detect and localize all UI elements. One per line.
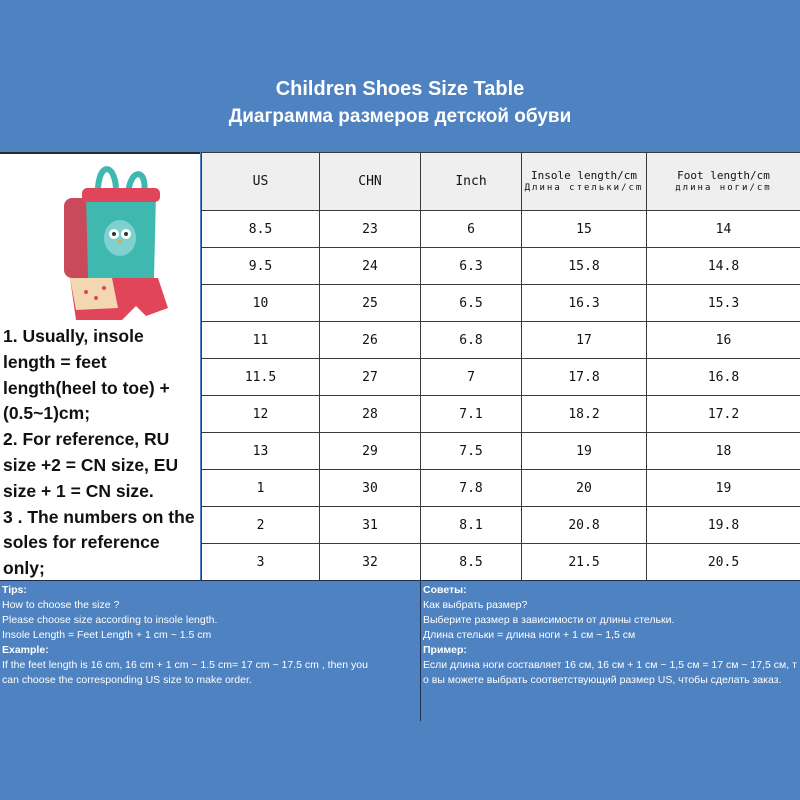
cell-inch: 7.8 (421, 470, 522, 507)
left-panel (0, 152, 200, 580)
example-heading: Пример: (423, 644, 467, 656)
cell-chn: 32 (320, 544, 421, 581)
cell-foot: 19 (647, 470, 800, 507)
cell-chn: 30 (320, 470, 421, 507)
cell-inch: 7.5 (421, 433, 522, 470)
cell-foot: 17.2 (647, 396, 800, 433)
tips-heading: Советы: (423, 584, 467, 596)
cell-inch: 7.1 (421, 396, 522, 433)
header-insole-en: Insole length/cm (531, 168, 637, 182)
title-english: Children Shoes Size Table (275, 78, 525, 100)
header-foot-en: Foot length/cm (677, 168, 770, 182)
example-heading: Example: (2, 644, 49, 656)
cell-insole: 19 (522, 433, 647, 470)
tips-line: How to choose the size ? (2, 599, 120, 611)
header-insole (522, 153, 647, 211)
cell-inch: 7 (421, 359, 522, 396)
header-foot-ru: длина ноги/cm (675, 182, 772, 193)
table-row (202, 248, 800, 285)
tips-english (2, 583, 418, 688)
cell-inch: 6.5 (421, 285, 522, 322)
cell-insole: 18.2 (522, 396, 647, 433)
cell-foot: 20.5 (647, 544, 800, 581)
tips-line: Выберите размер в зависимости от длины стельки. (423, 614, 675, 626)
table-row (202, 433, 800, 470)
tips-line: Как выбрать размер? (423, 599, 528, 611)
tips-line: Insole Length = Feet Length + 1 cm ~ 1.5 cm (2, 629, 212, 641)
table-row (202, 544, 800, 581)
tips-line: Длина стельки = длина ноги + 1 см ~ 1,5 см (423, 629, 636, 641)
cell-chn: 28 (320, 396, 421, 433)
tips-heading: Tips: (2, 584, 27, 596)
cell-us: 1 (202, 470, 320, 507)
cell-foot: 14.8 (647, 248, 800, 285)
header-us: US (202, 153, 320, 211)
cell-foot: 16 (647, 322, 800, 359)
header-insole-ru: Длина стельки/cm (524, 182, 644, 193)
header (0, 0, 800, 152)
cell-chn: 29 (320, 433, 421, 470)
cell-chn: 31 (320, 507, 421, 544)
table-row (202, 211, 800, 248)
tips-line: can choose the corresponding US size to make order. (2, 674, 252, 686)
tips-line: Если длина ноги составляет 16 см, 16 см + 1 см ~ 1,5 см = 17 см ~ 17,5 см, т (423, 659, 797, 671)
cell-insole: 20 (522, 470, 647, 507)
cell-us: 11 (202, 322, 320, 359)
rain-boot-image (36, 158, 176, 328)
cell-inch: 6.3 (421, 248, 522, 285)
cell-foot: 18 (647, 433, 800, 470)
cell-chn: 26 (320, 322, 421, 359)
cell-chn: 24 (320, 248, 421, 285)
divider-vertical (420, 581, 421, 721)
table-header-row (202, 153, 800, 211)
cell-us: 9.5 (202, 248, 320, 285)
tips-section (0, 581, 800, 721)
table-row (202, 396, 800, 433)
cell-us: 11.5 (202, 359, 320, 396)
header-chn: CHN (320, 153, 421, 211)
cell-chn: 27 (320, 359, 421, 396)
tips-russian (423, 583, 799, 688)
note-2: 2. For reference, RU size +2 = CN size, EU size + 1 = CN size. (3, 429, 179, 501)
header-foot (647, 153, 800, 211)
cell-insole: 17.8 (522, 359, 647, 396)
table-row (202, 322, 800, 359)
cell-inch: 6.8 (421, 322, 522, 359)
cell-foot: 14 (647, 211, 800, 248)
cell-inch: 8.1 (421, 507, 522, 544)
table-row (202, 507, 800, 544)
table-row (202, 359, 800, 396)
table-row (202, 470, 800, 507)
cell-insole: 21.5 (522, 544, 647, 581)
cell-chn: 25 (320, 285, 421, 322)
tips-line: Please choose size according to insole length. (2, 614, 218, 626)
note-1: 1. Usually, insole length = feet length(heel to toe) + (0.5~1)cm; (3, 326, 170, 424)
size-notes (3, 324, 199, 580)
cell-foot: 16.8 (647, 359, 800, 396)
cell-insole: 17 (522, 322, 647, 359)
title-russian: Диаграмма размеров детской обуви (228, 106, 572, 127)
tips-line: If the feet length is 16 cm, 16 cm + 1 cm ~ 1.5 cm= 17 cm ~ 17.5 cm , then you (2, 659, 368, 671)
cell-us: 13 (202, 433, 320, 470)
cell-insole: 15.8 (522, 248, 647, 285)
table-row (202, 285, 800, 322)
cell-chn: 23 (320, 211, 421, 248)
note-3: 3 . The numbers on the soles for reference only; (3, 506, 195, 579)
cell-insole: 20.8 (522, 507, 647, 544)
cell-foot: 15.3 (647, 285, 800, 322)
cell-us: 2 (202, 507, 320, 544)
cell-insole: 16.3 (522, 285, 647, 322)
cell-inch: 8.5 (421, 544, 522, 581)
cell-foot: 19.8 (647, 507, 800, 544)
tips-line: о вы можете выбрать соответствующий размер US, чтобы сделать заказ. (423, 674, 782, 686)
cell-inch: 6 (421, 211, 522, 248)
cell-us: 10 (202, 285, 320, 322)
header-inch: Inch (421, 153, 522, 211)
size-table (201, 152, 800, 581)
cell-insole: 15 (522, 211, 647, 248)
cell-us: 8.5 (202, 211, 320, 248)
cell-us: 3 (202, 544, 320, 581)
cell-us: 12 (202, 396, 320, 433)
